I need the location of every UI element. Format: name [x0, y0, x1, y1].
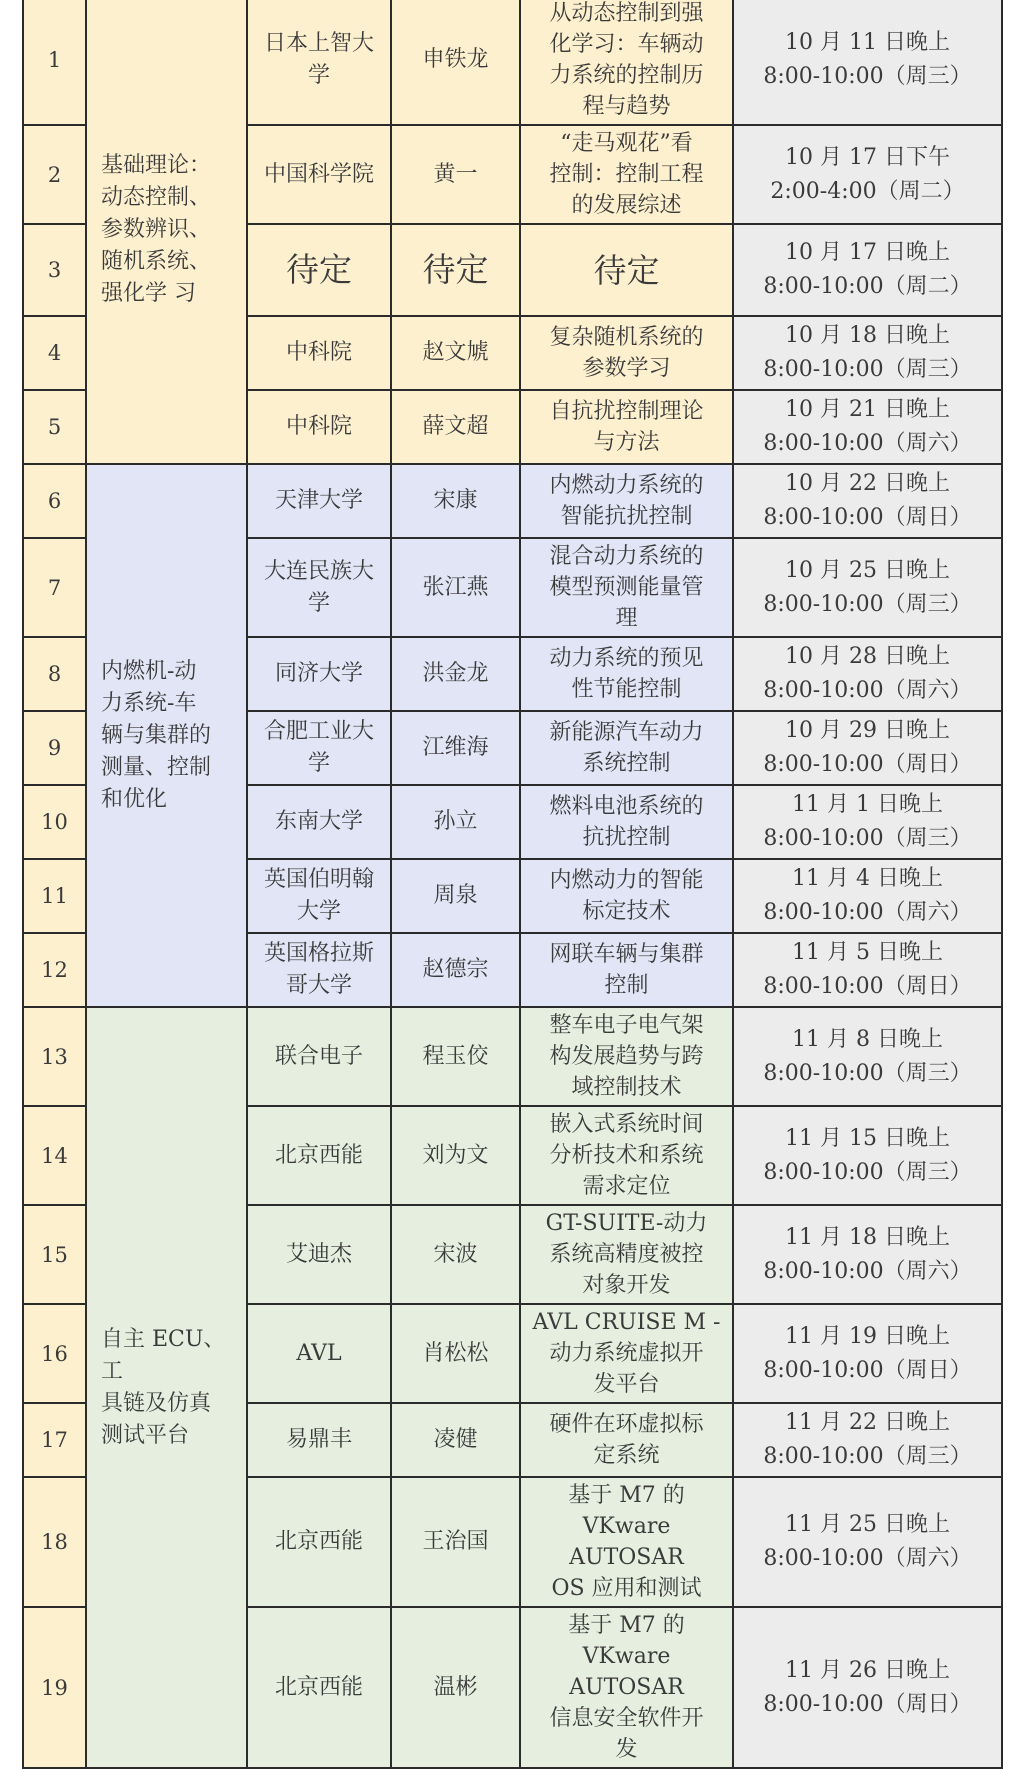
talk-title-cell: 整车电子电气架 构发展趋势与跨 域控制技术	[520, 1007, 733, 1106]
talk-title-cell: 复杂随机系统的 参数学习	[520, 316, 733, 390]
time-cell: 10 月 17 日晚上 8:00-10:00（周二）	[733, 224, 1002, 316]
talk-title-cell: GT-SUITE-动力 系统高精度被控 对象开发	[520, 1205, 733, 1304]
row-number: 17	[23, 1403, 86, 1477]
row-number: 19	[23, 1607, 86, 1768]
time-cell: 11 月 4 日晚上 8:00-10:00（周六）	[733, 859, 1002, 933]
institution-cell: 中科院	[247, 316, 391, 390]
institution-cell: 大连民族大 学	[247, 538, 391, 637]
talk-title-cell: 待定	[520, 224, 733, 316]
speaker-cell: 张江燕	[391, 538, 520, 637]
speaker-cell: 宋康	[391, 464, 520, 538]
row-number: 16	[23, 1304, 86, 1403]
time-cell: 11 月 15 日晚上 8:00-10:00（周三）	[733, 1106, 1002, 1205]
speaker-cell: 江维海	[391, 711, 520, 785]
talk-title-cell: AVL CRUISE M - 动力系统虚拟开 发平台	[520, 1304, 733, 1403]
category-cell: 自主 ECU、工 具链及仿真 测试平台	[86, 1007, 247, 1768]
speaker-cell: 黄一	[391, 125, 520, 224]
institution-cell: 英国伯明翰 大学	[247, 859, 391, 933]
row-number: 11	[23, 859, 86, 933]
institution-cell: AVL	[247, 1304, 391, 1403]
time-cell: 10 月 22 日晚上 8:00-10:00（周日）	[733, 464, 1002, 538]
talk-title-cell: 网联车辆与集群 控制	[520, 933, 733, 1007]
row-number: 6	[23, 464, 86, 538]
institution-cell: 中国科学院	[247, 125, 391, 224]
institution-cell: 艾迪杰	[247, 1205, 391, 1304]
talk-title-cell: 内燃动力的智能 标定技术	[520, 859, 733, 933]
time-cell: 11 月 5 日晚上 8:00-10:00（周日）	[733, 933, 1002, 1007]
time-cell: 10 月 11 日晚上 8:00-10:00（周三）	[733, 0, 1002, 125]
talk-title-cell: 硬件在环虚拟标 定系统	[520, 1403, 733, 1477]
talk-title-cell: 从动态控制到强 化学习：车辆动 力系统的控制历 程与趋势	[520, 0, 733, 125]
time-cell: 11 月 8 日晚上 8:00-10:00（周三）	[733, 1007, 1002, 1106]
row-number: 1	[23, 0, 86, 125]
time-cell: 11 月 19 日晚上 8:00-10:00（周日）	[733, 1304, 1002, 1403]
speaker-cell: 待定	[391, 224, 520, 316]
speaker-cell: 王治国	[391, 1477, 520, 1607]
row-number: 14	[23, 1106, 86, 1205]
institution-cell: 合肥工业大 学	[247, 711, 391, 785]
institution-cell: 待定	[247, 224, 391, 316]
table-row	[23, 1007, 1002, 1106]
talk-title-cell: 基于 M7 的 VKware AUTOSAR OS 应用和测试	[520, 1477, 733, 1607]
institution-cell: 北京西能	[247, 1607, 391, 1768]
institution-cell: 北京西能	[247, 1106, 391, 1205]
institution-cell: 天津大学	[247, 464, 391, 538]
row-number: 18	[23, 1477, 86, 1607]
time-cell: 10 月 29 日晚上 8:00-10:00（周日）	[733, 711, 1002, 785]
talk-title-cell: 燃料电池系统的 抗扰控制	[520, 785, 733, 859]
schedule-table	[22, 0, 1001, 1769]
row-number: 4	[23, 316, 86, 390]
speaker-cell: 凌健	[391, 1403, 520, 1477]
speaker-cell: 肖松松	[391, 1304, 520, 1403]
time-cell: 10 月 25 日晚上 8:00-10:00（周三）	[733, 538, 1002, 637]
time-cell: 10 月 21 日晚上 8:00-10:00（周六）	[733, 390, 1002, 464]
time-cell: 11 月 1 日晚上 8:00-10:00（周三）	[733, 785, 1002, 859]
time-cell: 11 月 26 日晚上 8:00-10:00（周日）	[733, 1607, 1002, 1768]
category-cell: 基础理论： 动态控制、 参数辨识、 随机系统、 强化学 习	[86, 0, 247, 464]
speaker-cell: 孙立	[391, 785, 520, 859]
table-row	[23, 464, 1002, 538]
institution-cell: 英国格拉斯 哥大学	[247, 933, 391, 1007]
row-number: 7	[23, 538, 86, 637]
institution-cell: 联合电子	[247, 1007, 391, 1106]
institution-cell: 中科院	[247, 390, 391, 464]
row-number: 2	[23, 125, 86, 224]
time-cell: 11 月 22 日晚上 8:00-10:00（周三）	[733, 1403, 1002, 1477]
institution-cell: 东南大学	[247, 785, 391, 859]
speaker-cell: 赵德宗	[391, 933, 520, 1007]
talk-title-cell: 动力系统的预见 性节能控制	[520, 637, 733, 711]
row-number: 5	[23, 390, 86, 464]
speaker-cell: 洪金龙	[391, 637, 520, 711]
time-cell: 10 月 28 日晚上 8:00-10:00（周六）	[733, 637, 1002, 711]
talk-title-cell: 内燃动力系统的 智能抗扰控制	[520, 464, 733, 538]
category-cell: 内燃机-动 力系统-车 辆与集群的 测量、控制 和优化	[86, 464, 247, 1007]
time-cell: 10 月 18 日晚上 8:00-10:00（周三）	[733, 316, 1002, 390]
row-number: 9	[23, 711, 86, 785]
time-cell: 10 月 17 日下午 2:00-4:00（周二）	[733, 125, 1002, 224]
row-number: 13	[23, 1007, 86, 1106]
speaker-cell: 温彬	[391, 1607, 520, 1768]
institution-cell: 北京西能	[247, 1477, 391, 1607]
institution-cell: 日本上智大 学	[247, 0, 391, 125]
time-cell: 11 月 18 日晚上 8:00-10:00（周六）	[733, 1205, 1002, 1304]
talk-title-cell: 嵌入式系统时间 分析技术和系统 需求定位	[520, 1106, 733, 1205]
speaker-cell: 宋波	[391, 1205, 520, 1304]
talk-title-cell: “走马观花”看 控制：控制工程 的发展综述	[520, 125, 733, 224]
time-cell: 11 月 25 日晚上 8:00-10:00（周六）	[733, 1477, 1002, 1607]
institution-cell: 同济大学	[247, 637, 391, 711]
row-number: 8	[23, 637, 86, 711]
speaker-cell: 薛文超	[391, 390, 520, 464]
row-number: 3	[23, 224, 86, 316]
table-row	[23, 0, 1002, 125]
talk-title-cell: 自抗扰控制理论 与方法	[520, 390, 733, 464]
speaker-cell: 申铁龙	[391, 0, 520, 125]
speaker-cell: 程玉佼	[391, 1007, 520, 1106]
talk-title-cell: 新能源汽车动力 系统控制	[520, 711, 733, 785]
row-number: 15	[23, 1205, 86, 1304]
row-number: 12	[23, 933, 86, 1007]
talk-title-cell: 基于 M7 的 VKware AUTOSAR 信息安全软件开 发	[520, 1607, 733, 1768]
row-number: 10	[23, 785, 86, 859]
talk-title-cell: 混合动力系统的 模型预测能量管 理	[520, 538, 733, 637]
speaker-cell: 周泉	[391, 859, 520, 933]
speaker-cell: 赵文虓	[391, 316, 520, 390]
institution-cell: 易鼎丰	[247, 1403, 391, 1477]
speaker-cell: 刘为文	[391, 1106, 520, 1205]
